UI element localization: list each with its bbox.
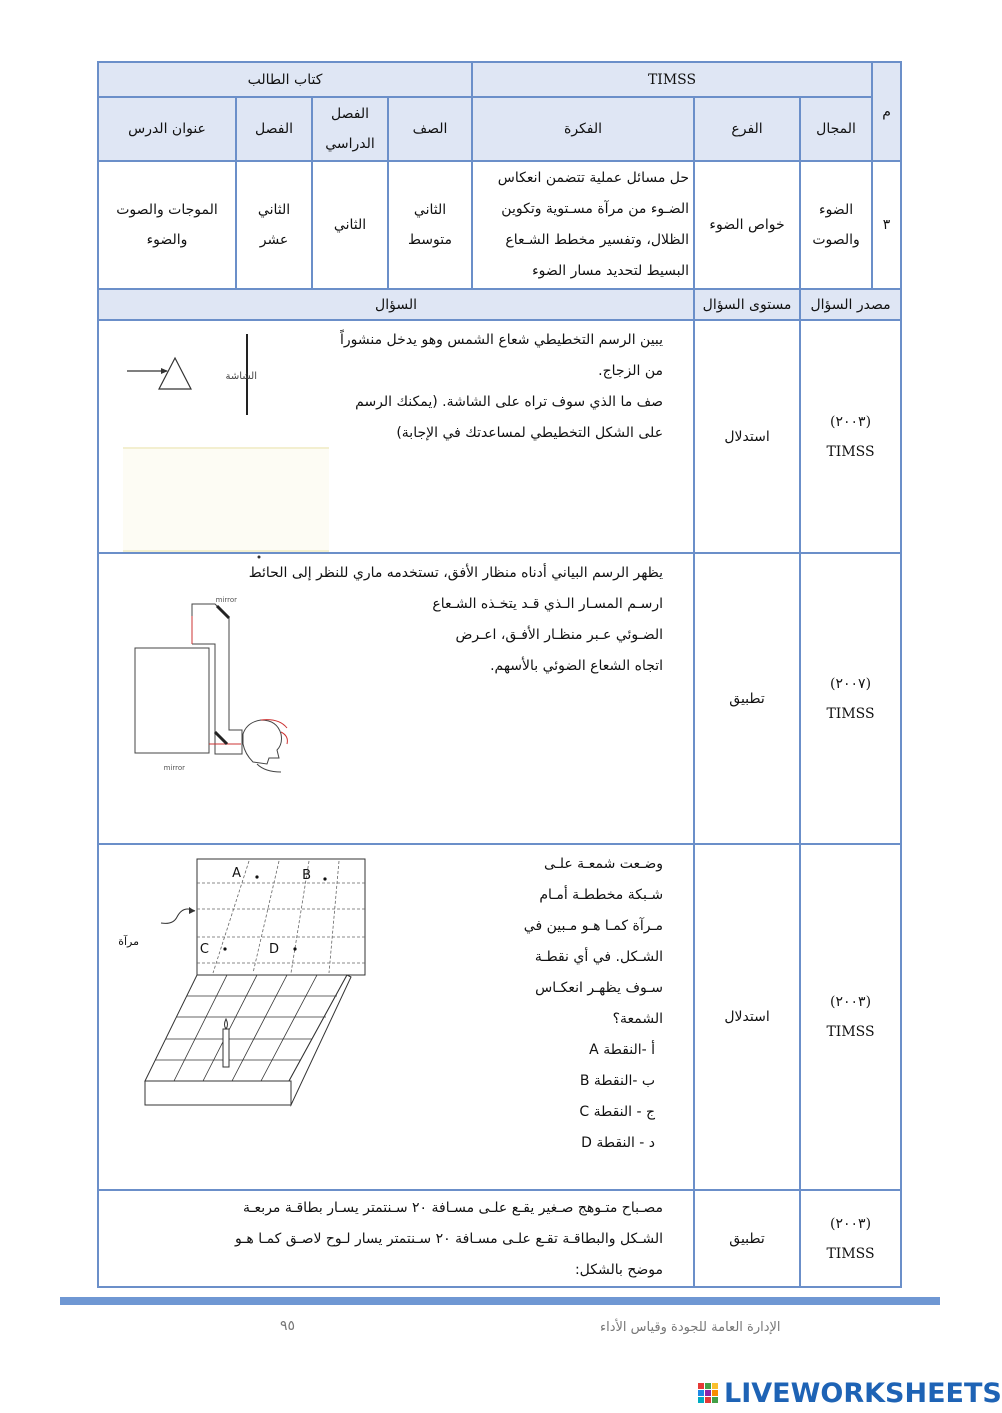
info-branch: خواص الضوء <box>694 161 800 289</box>
q3-option-d[interactable]: د - النقطة D <box>581 1135 656 1151</box>
grid-base-front <box>145 1081 291 1105</box>
worksheet-table-container <box>97 61 900 1287</box>
grid-base-top <box>145 975 347 1081</box>
q2-text-cont <box>318 589 663 682</box>
point-a-label: A <box>232 866 241 881</box>
q1-line: من الزجاج. <box>598 363 664 379</box>
q3-source-year: (٢٠٠٣) <box>830 994 872 1010</box>
q2-source-name: TIMSS <box>826 705 875 722</box>
bottom-mirror-label: mirror <box>163 764 185 772</box>
mirror-pointer-arrow-icon <box>189 907 195 914</box>
header-branch: الفرع <box>694 97 800 161</box>
worksheet-table <box>97 61 902 1288</box>
q3-text <box>405 849 663 1035</box>
q1-source <box>800 320 901 553</box>
header-semester <box>312 97 388 161</box>
q2-question <box>98 553 694 844</box>
header-field: المجال <box>800 97 872 161</box>
q3-source-name: TIMSS <box>826 1024 875 1040</box>
q4-source-year: (٢٠٠٣) <box>830 1215 872 1232</box>
top-mirror <box>217 606 229 618</box>
info-idea-line: حل مسائل عملية تتضمن انعكاس <box>497 170 690 186</box>
q4-line: موضح بالشكل: <box>574 1262 664 1278</box>
q4-question <box>98 1190 694 1287</box>
q2-level: تطبيق <box>694 553 800 844</box>
qheader-question: السؤال <box>98 289 694 320</box>
footer-department: الإدارة العامة للجودة وقياس الأداء <box>600 1320 781 1335</box>
info-number: ٣ <box>872 161 901 289</box>
top-mirror-label: mirror <box>215 596 237 604</box>
q4-source-name: TIMSS <box>826 1245 875 1262</box>
info-field-line2: والصوت <box>812 232 860 248</box>
info-idea-line: البسيط لتحديد مسار الضوء <box>532 263 690 279</box>
qheader-source: مصدر السؤال <box>800 289 901 320</box>
prism-diagram <box>123 327 333 555</box>
q1-line: صف ما الذي سوف تراه على الشاشة. (يمكنك الرسم <box>355 394 664 410</box>
q3-source <box>800 844 901 1190</box>
q4-line: الشـكل والبطاقـة تقـع علـى مسـافة ٢٠ سـنتمتر يسار لـوح لاصـق كمـا هـو <box>235 1231 664 1247</box>
footer-bar <box>60 1297 940 1305</box>
point-d-label: D <box>268 942 279 957</box>
info-semester: الثاني <box>312 161 388 289</box>
q3-option-c[interactable]: ج - النقطة C <box>579 1104 656 1120</box>
info-chapter-line1: الثاني <box>257 202 291 218</box>
info-field-line1: الضوء <box>818 202 854 218</box>
q3-line: الشمعة؟ <box>612 1011 664 1027</box>
info-lesson-title <box>98 161 236 289</box>
header-lesson-title: عنوان الدرس <box>98 97 236 161</box>
q3-options <box>579 1035 655 1159</box>
header-timss: TIMSS <box>472 62 872 97</box>
q1-source-year: (٢٠٠٣) <box>830 413 872 430</box>
mary-shoulder <box>257 764 281 772</box>
q4-line: مصـباح متـوهج صـغير يقـع علـى مسـافة ٢٠ سـنتمتر يسـار بطاقـة مربعـة <box>242 1200 664 1216</box>
info-idea-line: الظلال، وتفسير مخطط الشـعاع <box>505 232 690 248</box>
q4-source <box>800 1190 901 1287</box>
point-b-dot <box>323 877 326 880</box>
q1-line: يبين الرسم التخطيطي شعاع الشمس وهو يدخل منشوراً <box>340 332 664 348</box>
q2-line: الضـوئي عـبر منظـار الأفـق، اعـرض <box>455 627 664 643</box>
point-a-dot <box>255 875 258 878</box>
q3-line: وضـعت شمعـة علـى <box>543 856 664 872</box>
q4-text <box>101 1193 663 1286</box>
info-grade <box>388 161 472 289</box>
point-c-label: C <box>199 942 209 957</box>
candle-icon <box>223 1029 229 1067</box>
q2-line: يظهر الرسم البياني أدناه منظار الأفق، تستخدمه ماري للنظر إلى الحائط <box>248 565 664 581</box>
info-lesson-line1: الموجات والصوت <box>116 202 218 218</box>
info-idea-line: الضـوء من مرآة مسـتوية وتكوين <box>501 201 690 217</box>
q3-level: استدلال <box>694 844 800 1190</box>
q1-text <box>303 325 663 449</box>
q1-source-name: TIMSS <box>826 443 875 460</box>
periscope-diagram <box>129 594 309 784</box>
q3-option-b[interactable]: ب -النقطة B <box>579 1073 656 1089</box>
page-number: ٩٥ <box>280 1318 296 1334</box>
point-c-dot <box>223 947 226 950</box>
q3-line: مـرآة كمـا هـو مـبين في <box>523 918 664 934</box>
header-student-book: كتاب الطالب <box>98 62 472 97</box>
prism-triangle <box>159 358 191 389</box>
header-number: م <box>872 62 901 161</box>
q2-source <box>800 553 901 844</box>
mirror-grid-diagram <box>118 853 379 1113</box>
info-field <box>800 161 872 289</box>
q2-text <box>203 558 663 589</box>
info-lesson-line2: والضوء <box>146 232 188 248</box>
header-chapter: الفصل <box>236 97 312 161</box>
info-grade-line1: الثاني <box>413 202 447 218</box>
point-b-label: B <box>302 868 311 883</box>
liveworksheets-logo-icon <box>698 1381 720 1405</box>
q2-line: ارسـم المسـار الـذي قـد يتخـذه الشـعاع <box>432 596 664 612</box>
qheader-level: مستوى السؤال <box>694 289 800 320</box>
header-idea: الفكرة <box>472 97 694 161</box>
q2-line: اتجاه الشعاع الضوئي بالأسهم. <box>490 658 664 674</box>
screen-label: الشاشة <box>225 371 257 382</box>
q3-question <box>98 844 694 1190</box>
mirror-label: مرآة <box>118 935 139 948</box>
wall-rect <box>135 648 209 753</box>
header-grade: الصف <box>388 97 472 161</box>
info-chapter <box>236 161 312 289</box>
info-idea <box>472 161 694 289</box>
q2-source-year: (٢٠٠٧) <box>830 675 872 692</box>
q3-line: سـوف يظهـر انعكـاس <box>535 980 664 996</box>
bottom-mirror <box>215 732 227 744</box>
q3-line: شـبكة مخططـة أمـام <box>539 887 664 903</box>
brand-logo[interactable] <box>698 1378 1002 1408</box>
info-chapter-line2: عشر <box>259 232 289 248</box>
point-d-dot <box>293 947 296 950</box>
q1-level: استدلال <box>694 320 800 553</box>
q4-level: تطبيق <box>694 1190 800 1287</box>
answer-area <box>123 447 329 551</box>
info-grade-line2: متوسط <box>408 232 452 248</box>
q3-option-a[interactable]: أ -النقطة A <box>589 1042 656 1058</box>
brand-name: LIVEWORKSHEETS <box>724 1377 1002 1409</box>
periscope-body <box>192 604 242 754</box>
q3-line: الشـكل. في أي نقطـة <box>534 949 664 965</box>
q1-line: على الشكل التخطيطي لمساعدتك في الإجابة) <box>396 425 664 441</box>
header-semester-line1: الفصل <box>331 106 369 122</box>
mary-head-icon <box>243 720 282 764</box>
mirror-board <box>197 859 365 975</box>
q1-question <box>98 320 694 553</box>
header-semester-line2: الدراسي <box>325 136 375 152</box>
